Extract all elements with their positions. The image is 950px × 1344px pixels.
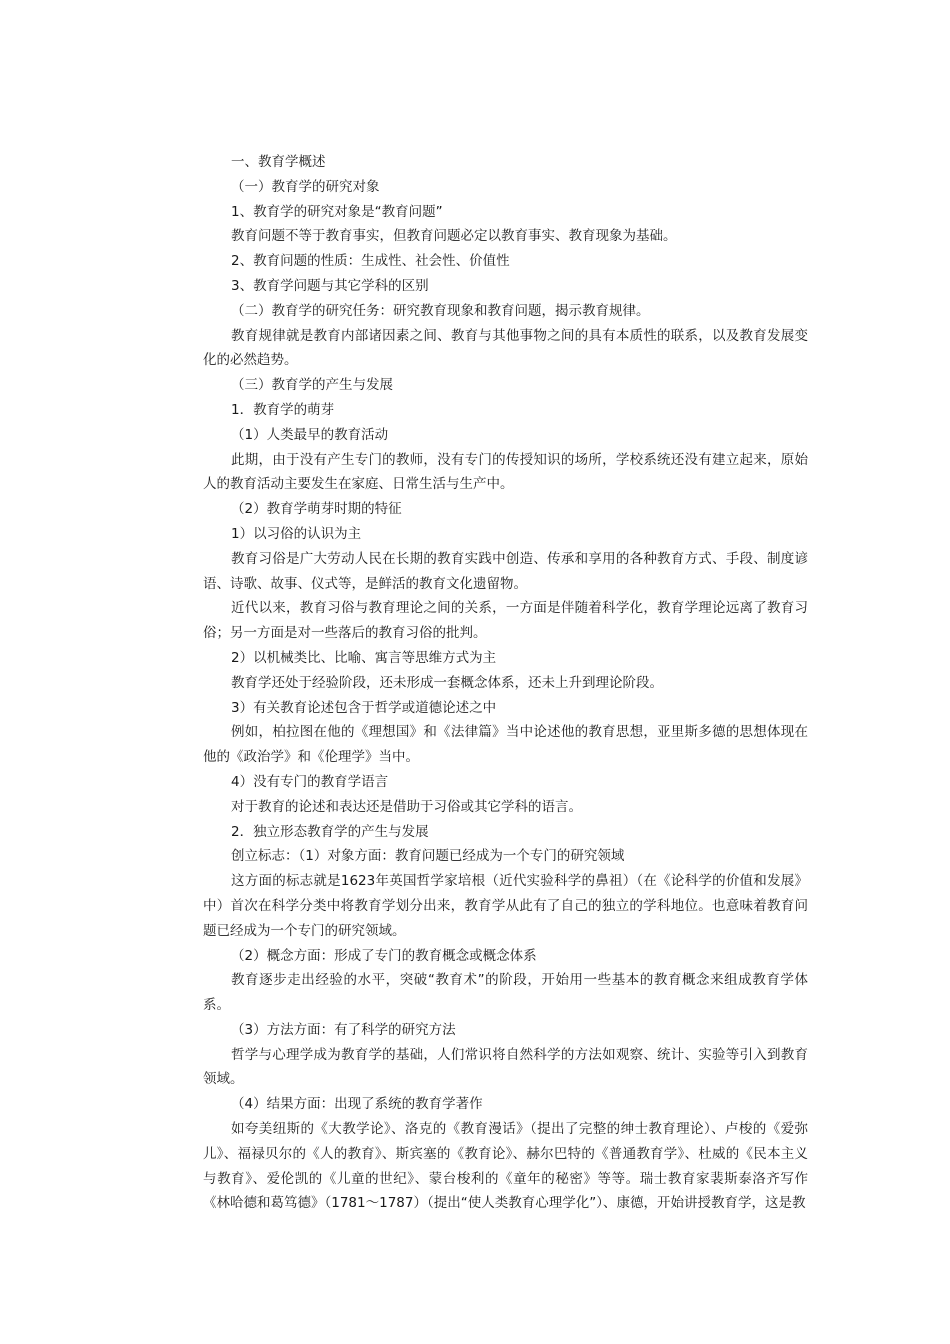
paragraph: 4）没有专门的教育学语言 [231,773,389,790]
paragraph: 2）以机械类比、比喻、寓言等思维方式为主 [231,649,497,666]
paragraph: （2）概念方面：形成了专门的教育概念或概念体系 [231,947,537,964]
paragraph: （2）教育学萌芽时期的特征 [231,501,402,518]
paragraph: 教育规律就是教育内部诸因素之间、教育与其他事物之间的具有本质性的联系，以及教育发展变化的必然趋势。 [203,327,808,369]
document-body [203,150,808,1216]
heading-education-overview: 一、教育学概述 [231,154,326,170]
paragraph: 此期，由于没有产生专门的教师，没有专门的传授知识的场所，学校系统还没有建立起来，原始人的教育活动主要发生在家庭、日常生活与生产中。 [203,451,808,493]
paragraph: 近代以来，教育习俗与教育理论之间的关系，一方面是伴随着科学化，教育学理论远离了教育习俗；另一方面是对一些落后的教育习俗的批判。 [203,600,808,642]
paragraph: 例如，柏拉图在他的《理想国》和《法律篇》当中论述他的教育思想，亚里斯多德的思想体现在他的《政治学》和《伦理学》当中。 [203,724,808,766]
paragraph: 这方面的标志就是1623年英国哲学家培根（近代实验科学的鼻祖）（在《论科学的价值和发展》中）首次在科学分类中将教育学划分出来，教育学从此有了自己的独立的学科地位。也意味着教育问题已经成为一个专门的研究领域。 [203,873,808,939]
paragraph: （1）人类最早的教育活动 [231,426,389,443]
paragraph: 如夸美纽斯的《大教学论》、洛克的《教育漫话》（提出了完整的绅士教育理论）、卢梭的《爱弥儿》、福禄贝尔的《人的教育》、斯宾塞的《教育论》、赫尔巴特的《普通教育学》、杜威的《民本主义与教育》、爱伦凯的《儿童的世纪》、蒙台梭利的《童年的秘密》等等。瑞士教育家裴斯泰洛齐写作《林哈德和葛笃德》（1781～1787）（提出“使人类教育心理学化”）、康德，开始讲授教育学，这是教 [203,1121,808,1212]
paragraph: 1．教育学的萌芽 [231,401,335,418]
paragraph: （3）方法方面：有了科学的研究方法 [231,1021,456,1038]
subheading-research-object: （一）教育学的研究对象 [231,178,380,195]
paragraph: 对于教育的论述和表达还是借助于习俗或其它学科的语言。 [231,798,582,815]
paragraph: 教育问题不等于教育事实，但教育问题必定以教育事实、教育现象为基础。 [231,228,677,245]
paragraph: 教育学还处于经验阶段，还未形成一套概念体系，还未上升到理论阶段。 [231,674,663,691]
subheading-origin-development: （三）教育学的产生与发展 [231,377,393,394]
paragraph: 教育逐步走出经验的水平，突破“教育术”的阶段，开始用一些基本的教育概念来组成教育学体系。 [203,972,808,1014]
paragraph: 2．独立形态教育学的产生与发展 [231,823,429,840]
paragraph: 3）有关教育论述包含于哲学或道德论述之中 [231,699,497,716]
paragraph: 2、教育问题的性质：生成性、社会性、价值性 [231,253,510,270]
paragraph: 1、教育学的研究对象是“教育问题” [231,203,443,220]
subheading-research-task: （二）教育学的研究任务：研究教育现象和教育问题，揭示教育规律。 [231,302,650,319]
paragraph: （4）结果方面：出现了系统的教育学著作 [231,1096,483,1113]
paragraph: 创立标志：（1）对象方面：教育问题已经成为一个专门的研究领域 [231,848,625,865]
paragraph: 教育习俗是广大劳动人民在长期的教育实践中创造、传承和享用的各种教育方式、手段、制度谚语、诗歌、故事、仪式等，是鲜活的教育文化遗留物。 [203,550,808,592]
paragraph: 1）以习俗的认识为主 [231,525,362,542]
paragraph: 哲学与心理学成为教育学的基础，人们常识将自然科学的方法如观察、统计、实验等引入到教育领域。 [203,1046,808,1088]
paragraph: 3、教育学问题与其它学科的区别 [231,277,429,294]
